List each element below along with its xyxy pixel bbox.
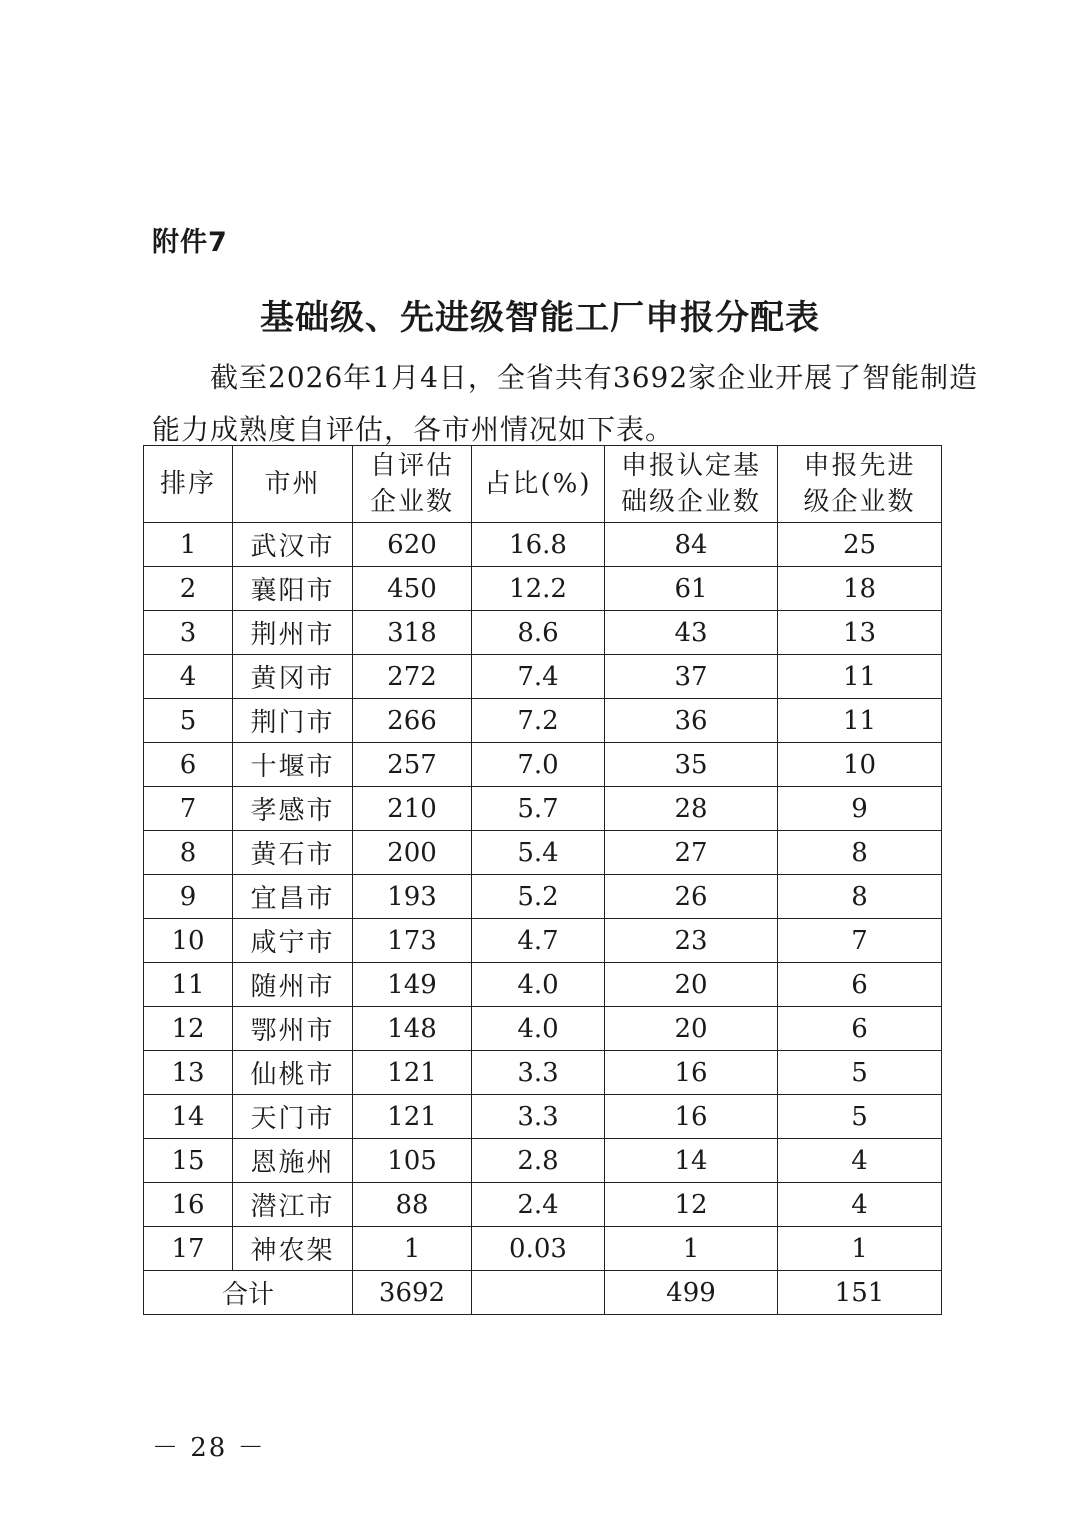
cell-advanced: 11 bbox=[778, 655, 942, 699]
table-row bbox=[144, 787, 942, 831]
cell-rank: 17 bbox=[144, 1227, 233, 1271]
cell-advanced: 9 bbox=[778, 787, 942, 831]
total-self-eval: 3692 bbox=[353, 1271, 472, 1315]
total-ratio bbox=[472, 1271, 605, 1315]
cell-city: 十堰市 bbox=[233, 743, 353, 787]
cell-rank: 15 bbox=[144, 1139, 233, 1183]
cell-advanced: 25 bbox=[778, 523, 942, 567]
cell-basic: 23 bbox=[605, 919, 778, 963]
header-city: 市州 bbox=[233, 446, 353, 523]
table-row bbox=[144, 699, 942, 743]
cell-basic: 16 bbox=[605, 1095, 778, 1139]
cell-ratio: 7.4 bbox=[472, 655, 605, 699]
cell-self-eval: 148 bbox=[353, 1007, 472, 1051]
cell-self-eval: 121 bbox=[353, 1051, 472, 1095]
cell-ratio: 8.6 bbox=[472, 611, 605, 655]
header-self-eval-line1: 自评估 bbox=[369, 451, 454, 481]
cell-rank: 12 bbox=[144, 1007, 233, 1051]
cell-basic: 61 bbox=[605, 567, 778, 611]
header-ratio: 占比(%) bbox=[472, 446, 605, 523]
header-basic-line1: 申报认定基 bbox=[620, 451, 761, 481]
cell-city: 仙桃市 bbox=[233, 1051, 353, 1095]
cell-rank: 1 bbox=[144, 523, 233, 567]
cell-basic: 16 bbox=[605, 1051, 778, 1095]
cell-advanced: 5 bbox=[778, 1051, 942, 1095]
cell-advanced: 1 bbox=[778, 1227, 942, 1271]
header-advanced bbox=[778, 446, 942, 523]
cell-rank: 8 bbox=[144, 831, 233, 875]
cell-advanced: 18 bbox=[778, 567, 942, 611]
header-self-eval bbox=[353, 446, 472, 523]
cell-self-eval: 200 bbox=[353, 831, 472, 875]
cell-self-eval: 193 bbox=[353, 875, 472, 919]
cell-self-eval: 210 bbox=[353, 787, 472, 831]
cell-ratio: 4.7 bbox=[472, 919, 605, 963]
cell-basic: 26 bbox=[605, 875, 778, 919]
table-row bbox=[144, 567, 942, 611]
table-row bbox=[144, 875, 942, 919]
cell-city: 孝感市 bbox=[233, 787, 353, 831]
document-title: 基础级、先进级智能工厂申报分配表 bbox=[260, 298, 820, 338]
cell-rank: 10 bbox=[144, 919, 233, 963]
cell-rank: 9 bbox=[144, 875, 233, 919]
header-basic-line2: 础级企业数 bbox=[620, 487, 761, 517]
cell-basic: 27 bbox=[605, 831, 778, 875]
cell-advanced: 13 bbox=[778, 611, 942, 655]
cell-rank: 3 bbox=[144, 611, 233, 655]
table-row bbox=[144, 523, 942, 567]
cell-city: 咸宁市 bbox=[233, 919, 353, 963]
cell-ratio: 3.3 bbox=[472, 1095, 605, 1139]
table-row bbox=[144, 1051, 942, 1095]
cell-ratio: 7.0 bbox=[472, 743, 605, 787]
allocation-table bbox=[143, 445, 942, 1315]
cell-city: 宜昌市 bbox=[233, 875, 353, 919]
cell-self-eval: 105 bbox=[353, 1139, 472, 1183]
cell-ratio: 16.8 bbox=[472, 523, 605, 567]
cell-self-eval: 121 bbox=[353, 1095, 472, 1139]
cell-rank: 4 bbox=[144, 655, 233, 699]
cell-self-eval: 620 bbox=[353, 523, 472, 567]
cell-basic: 14 bbox=[605, 1139, 778, 1183]
cell-ratio: 5.2 bbox=[472, 875, 605, 919]
cell-ratio: 5.4 bbox=[472, 831, 605, 875]
intro-paragraph: 截至2026年1月4日，全省共有3692家企业开展了智能制造能力成熟度自评估，各市州情况如下表。 bbox=[152, 361, 979, 446]
cell-basic: 84 bbox=[605, 523, 778, 567]
cell-rank: 7 bbox=[144, 787, 233, 831]
header-rank: 排序 bbox=[144, 446, 233, 523]
cell-advanced: 8 bbox=[778, 875, 942, 919]
header-advanced-line2: 级企业数 bbox=[803, 487, 916, 517]
cell-ratio: 2.8 bbox=[472, 1139, 605, 1183]
cell-city: 黄冈市 bbox=[233, 655, 353, 699]
attachment-label: 附件7 bbox=[152, 227, 228, 258]
table-row bbox=[144, 1139, 942, 1183]
cell-city: 荆州市 bbox=[233, 611, 353, 655]
cell-advanced: 11 bbox=[778, 699, 942, 743]
cell-rank: 14 bbox=[144, 1095, 233, 1139]
cell-self-eval: 257 bbox=[353, 743, 472, 787]
table-body bbox=[144, 523, 942, 1315]
cell-ratio: 3.3 bbox=[472, 1051, 605, 1095]
cell-self-eval: 173 bbox=[353, 919, 472, 963]
header-basic bbox=[605, 446, 778, 523]
cell-ratio: 12.2 bbox=[472, 567, 605, 611]
cell-basic: 43 bbox=[605, 611, 778, 655]
table-row bbox=[144, 1095, 942, 1139]
cell-basic: 36 bbox=[605, 699, 778, 743]
cell-rank: 11 bbox=[144, 963, 233, 1007]
header-self-eval-line2: 企业数 bbox=[369, 487, 454, 517]
cell-basic: 12 bbox=[605, 1183, 778, 1227]
cell-advanced: 5 bbox=[778, 1095, 942, 1139]
cell-self-eval: 88 bbox=[353, 1183, 472, 1227]
cell-rank: 5 bbox=[144, 699, 233, 743]
page-number: － 28 － bbox=[152, 1433, 266, 1463]
cell-self-eval: 450 bbox=[353, 567, 472, 611]
table-row bbox=[144, 655, 942, 699]
cell-advanced: 4 bbox=[778, 1183, 942, 1227]
cell-basic: 35 bbox=[605, 743, 778, 787]
cell-city: 鄂州市 bbox=[233, 1007, 353, 1051]
cell-ratio: 4.0 bbox=[472, 963, 605, 1007]
cell-basic: 20 bbox=[605, 963, 778, 1007]
cell-advanced: 7 bbox=[778, 919, 942, 963]
cell-city: 神农架 bbox=[233, 1227, 353, 1271]
cell-ratio: 2.4 bbox=[472, 1183, 605, 1227]
total-advanced: 151 bbox=[778, 1271, 942, 1315]
table-row bbox=[144, 1183, 942, 1227]
total-label: 合计 bbox=[144, 1271, 353, 1315]
cell-basic: 28 bbox=[605, 787, 778, 831]
table-row bbox=[144, 743, 942, 787]
cell-city: 襄阳市 bbox=[233, 567, 353, 611]
cell-ratio: 0.03 bbox=[472, 1227, 605, 1271]
total-row bbox=[144, 1271, 942, 1315]
cell-city: 天门市 bbox=[233, 1095, 353, 1139]
table-row bbox=[144, 1007, 942, 1051]
table-header bbox=[144, 446, 942, 523]
cell-advanced: 10 bbox=[778, 743, 942, 787]
header-advanced-line1: 申报先进 bbox=[803, 451, 916, 481]
cell-self-eval: 272 bbox=[353, 655, 472, 699]
cell-city: 潜江市 bbox=[233, 1183, 353, 1227]
cell-city: 随州市 bbox=[233, 963, 353, 1007]
table-row bbox=[144, 611, 942, 655]
cell-ratio: 7.2 bbox=[472, 699, 605, 743]
table-row bbox=[144, 1227, 942, 1271]
cell-self-eval: 149 bbox=[353, 963, 472, 1007]
cell-self-eval: 1 bbox=[353, 1227, 472, 1271]
cell-self-eval: 266 bbox=[353, 699, 472, 743]
cell-city: 黄石市 bbox=[233, 831, 353, 875]
table-row bbox=[144, 963, 942, 1007]
cell-city: 恩施州 bbox=[233, 1139, 353, 1183]
cell-advanced: 6 bbox=[778, 963, 942, 1007]
cell-ratio: 4.0 bbox=[472, 1007, 605, 1051]
cell-basic: 1 bbox=[605, 1227, 778, 1271]
cell-city: 武汉市 bbox=[233, 523, 353, 567]
cell-basic: 37 bbox=[605, 655, 778, 699]
table-row bbox=[144, 919, 942, 963]
cell-ratio: 5.7 bbox=[472, 787, 605, 831]
cell-rank: 13 bbox=[144, 1051, 233, 1095]
cell-rank: 2 bbox=[144, 567, 233, 611]
total-basic: 499 bbox=[605, 1271, 778, 1315]
cell-rank: 6 bbox=[144, 743, 233, 787]
cell-advanced: 4 bbox=[778, 1139, 942, 1183]
cell-basic: 20 bbox=[605, 1007, 778, 1051]
table-row bbox=[144, 831, 942, 875]
cell-advanced: 6 bbox=[778, 1007, 942, 1051]
header-row bbox=[144, 446, 942, 523]
cell-advanced: 8 bbox=[778, 831, 942, 875]
cell-self-eval: 318 bbox=[353, 611, 472, 655]
cell-city: 荆门市 bbox=[233, 699, 353, 743]
cell-rank: 16 bbox=[144, 1183, 233, 1227]
